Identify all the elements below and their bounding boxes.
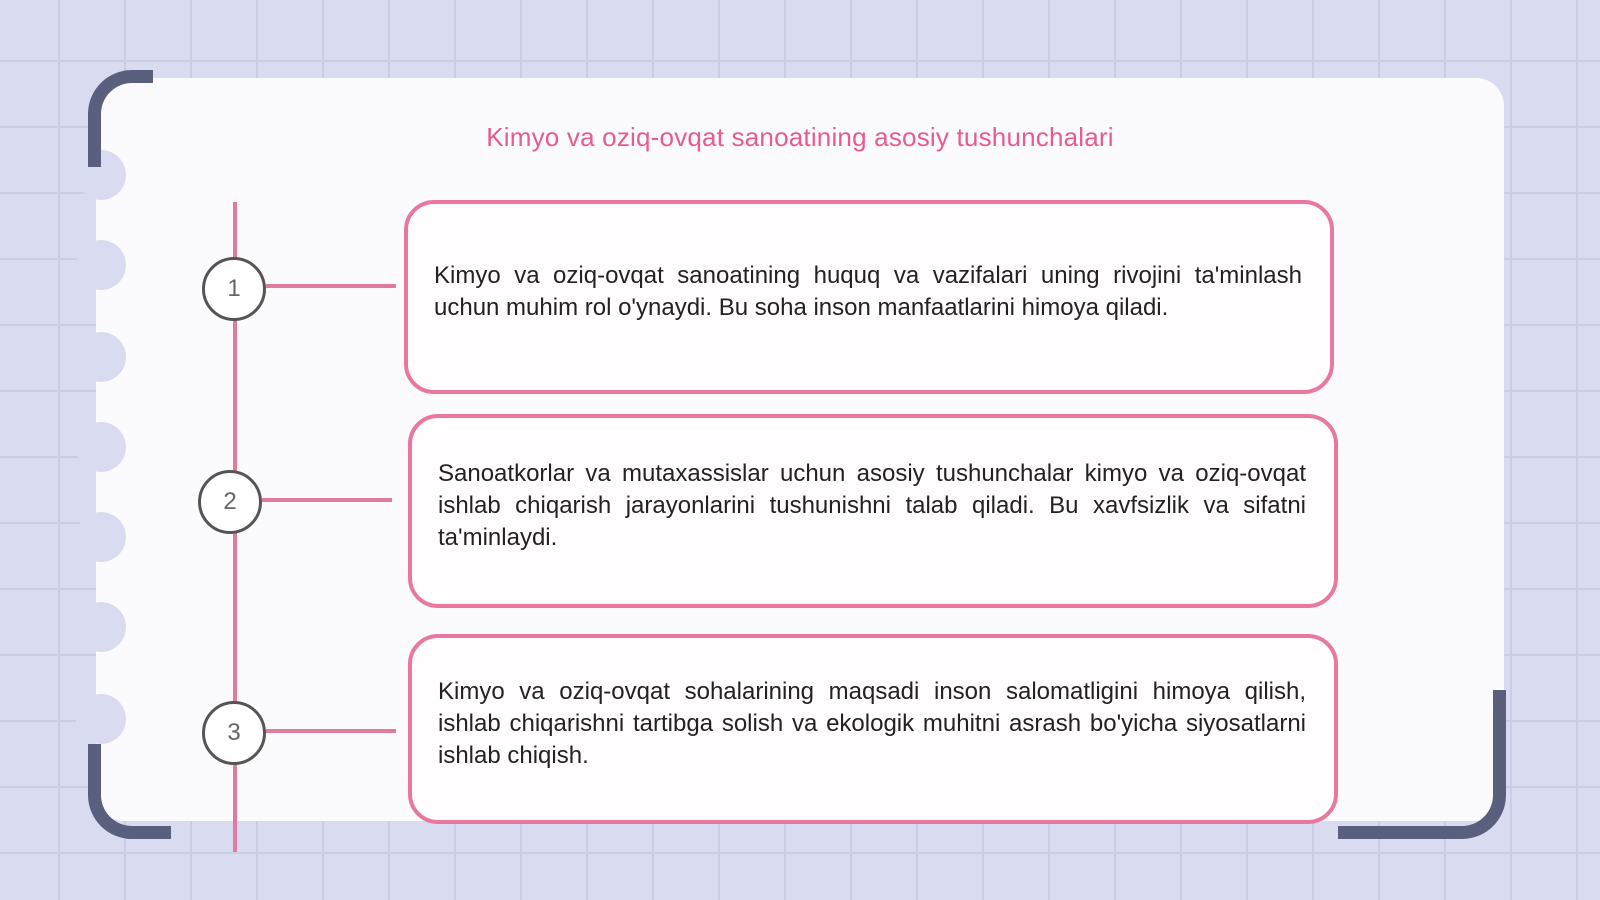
notebook-hole [76, 694, 126, 744]
corner-bracket-top-left [88, 70, 153, 167]
notebook-hole [76, 332, 126, 382]
slide-title: Kimyo va oziq-ovqat sanoatining asosiy tushunchalari [486, 122, 1114, 152]
corner-bracket-bottom-left [88, 744, 171, 839]
notebook-hole [76, 422, 126, 472]
content-box-3 [408, 634, 1338, 824]
notebook-hole [76, 602, 126, 652]
step-number-3: 3 [202, 701, 266, 765]
content-text-1: Kimyo va oziq-ovqat sanoatining huquq va vazifalari uning rivojini ta'minlash uchun muhim rol o'ynaydi. Bu soha inson manfaatlarini himoya qiladi. [434, 262, 1302, 321]
notebook-hole [76, 512, 126, 562]
timeline-connector [262, 498, 392, 502]
content-text-2: Sanoatkorlar va mutaxassislar uchun asosiy tushunchalar kimyo va oziq-ovqat ishlab chiqarish jarayonlarini tushunishni talab qiladi. Bu xavfsizlik va sifatni ta'minlaydi. [438, 460, 1306, 551]
corner-bracket-bottom-right [1338, 690, 1506, 839]
timeline-connector [266, 284, 396, 288]
content-box-2 [408, 414, 1338, 608]
notebook-hole [76, 240, 126, 290]
step-number-2: 2 [198, 470, 262, 534]
content-box-1 [404, 200, 1334, 394]
timeline-connector [266, 729, 396, 733]
step-number-1: 1 [202, 257, 266, 321]
content-text-3: Kimyo va oziq-ovqat sohalarining maqsadi inson salomatligini himoya qilish, ishlab chiqarishni tartibga solish va ekologik muhitni asrash bo'yicha siyosatlarni ishlab chiqish. [438, 678, 1306, 769]
